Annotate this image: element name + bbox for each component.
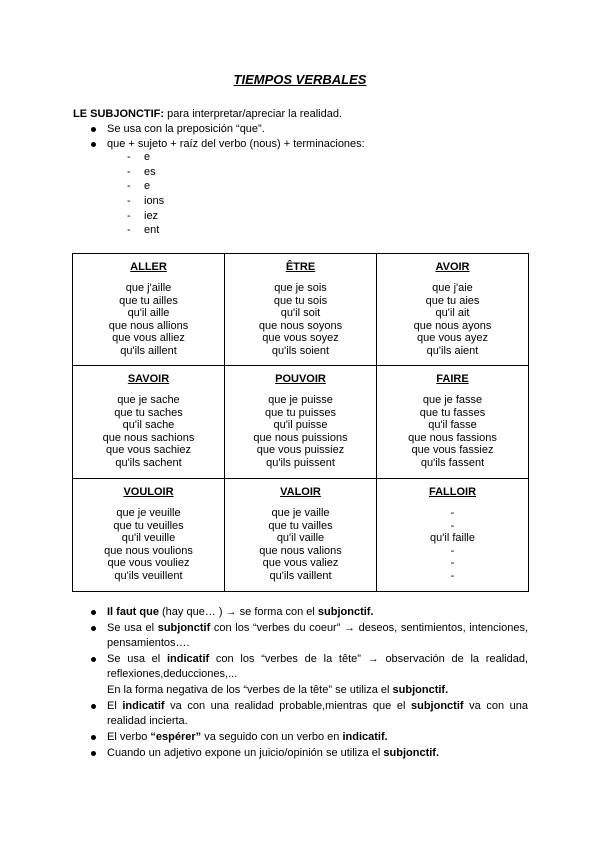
verb-forms xyxy=(225,394,376,469)
rule-item: Se usa con la preposición “que”. xyxy=(91,122,365,137)
verb-forms xyxy=(225,507,376,582)
verb-form: - xyxy=(450,569,455,582)
verb-cell-faire xyxy=(377,366,529,479)
verb-heading: ALLER xyxy=(130,261,167,273)
verb-forms xyxy=(225,282,376,357)
note-bold: subjonctif. xyxy=(392,684,449,696)
verb-form: qu'il soit xyxy=(280,307,321,319)
verb-heading: POUVOIR xyxy=(275,373,326,385)
verb-cell-pouvoir xyxy=(225,366,377,479)
ending-item: - es xyxy=(127,165,164,180)
note-bold: subjonctif xyxy=(411,700,464,712)
ending-item: - ent xyxy=(127,223,164,238)
table-row xyxy=(73,366,529,479)
verb-forms xyxy=(73,282,224,357)
verb-form: - xyxy=(450,507,455,519)
verb-form: - xyxy=(450,557,455,569)
verb-form: que je vaille xyxy=(271,507,330,519)
note-text: va con una realidad incierta. xyxy=(107,700,529,727)
verb-cell-valoir xyxy=(225,479,377,592)
note-bold: indicatif xyxy=(122,700,165,712)
verb-form: que nous voulions xyxy=(104,544,193,557)
verb-form: que je sois xyxy=(274,282,327,294)
note-item xyxy=(91,621,528,651)
verb-form: qu'il vaille xyxy=(276,532,325,544)
subjonctif-rules-list xyxy=(91,122,365,152)
verb-form: qu'ils aillent xyxy=(120,344,177,357)
verb-form: que nous puissions xyxy=(253,431,348,444)
note-item xyxy=(91,699,528,729)
note-text: va seguido con un verbo en xyxy=(201,731,343,743)
verb-form: - xyxy=(450,519,455,532)
note-bold: subjonctif xyxy=(157,622,211,634)
conjugation-table xyxy=(72,253,529,592)
verb-form: que vous alliez xyxy=(112,332,185,344)
verb-form: que vous ayez xyxy=(417,332,488,344)
note-item xyxy=(91,652,528,682)
verb-form: que vous sachiez xyxy=(106,444,191,456)
note-text: Se usa el xyxy=(107,653,167,665)
verb-form: qu'ils vaillent xyxy=(269,569,332,582)
verb-form: que tu saches xyxy=(114,406,183,419)
note-text: Cuando un adjetivo expone un juicio/opinión se utiliza el xyxy=(107,747,384,759)
note-bold: subjonctif. xyxy=(317,606,374,618)
ending-item: - e xyxy=(127,179,164,194)
note-item xyxy=(91,746,528,761)
note-item xyxy=(91,730,528,745)
note-text: con los “verbes du coeur” → deseos, sentimientos, intenciones, pensamientos…. xyxy=(107,622,529,649)
verb-form: qu'ils soient xyxy=(271,344,330,357)
verb-form: qu'ils puissent xyxy=(266,456,335,469)
note-text: Se usa el xyxy=(107,622,158,634)
verb-cell-aller xyxy=(73,254,225,366)
verb-form: que j'aie xyxy=(432,282,473,294)
note-text: El xyxy=(107,700,123,712)
verb-form: que tu fasses xyxy=(419,406,486,419)
verb-form: qu'il sache xyxy=(122,419,175,431)
verb-form: qu'il faille xyxy=(430,532,475,544)
verb-cell-savoir xyxy=(73,366,225,479)
verb-form: que vous soyez xyxy=(262,332,339,344)
note-text: En la forma negativa de los “verbes de la tête” se utiliza el xyxy=(107,684,393,696)
verb-form: que je puisse xyxy=(268,394,333,406)
ending-item: - iez xyxy=(127,209,164,224)
verb-form: qu'ils veuillent xyxy=(114,569,183,582)
verb-form: - xyxy=(450,544,455,557)
verb-heading: ÊTRE xyxy=(285,261,316,273)
verb-form: que je veuille xyxy=(116,507,181,519)
verb-heading: FAIRE xyxy=(436,373,469,385)
verb-form: que tu sois xyxy=(273,294,328,307)
verb-form: que je fasse xyxy=(422,394,483,406)
verb-form: que je sache xyxy=(117,394,180,406)
verb-form: que nous fassions xyxy=(408,431,497,444)
verb-form: que tu vailles xyxy=(268,519,333,532)
verb-form: qu'il fasse xyxy=(428,419,477,431)
verb-form: que nous ayons xyxy=(413,319,492,332)
note-item xyxy=(91,683,528,698)
note-bold: subjonctif. xyxy=(383,747,440,759)
verb-form: que vous vouliez xyxy=(107,557,190,569)
verb-forms xyxy=(73,507,224,582)
page-title: TIEMPOS VERBALES xyxy=(233,72,367,87)
note-bold: Il faut que xyxy=(107,606,159,618)
verb-heading: AVOIR xyxy=(435,261,470,273)
verb-form: que vous puissiez xyxy=(256,444,345,456)
verb-cell-vouloir xyxy=(73,479,225,592)
verb-form: que tu veuilles xyxy=(113,519,184,532)
verb-heading: VOULOIR xyxy=(123,486,174,498)
usage-notes-list xyxy=(91,605,528,762)
verb-forms xyxy=(377,507,528,582)
verb-form: que tu puisses xyxy=(265,406,336,419)
verb-form: que j'aille xyxy=(125,282,172,294)
note-bold: indicatif xyxy=(167,653,210,665)
verb-form: qu'il ait xyxy=(435,307,470,319)
verb-forms xyxy=(377,282,528,357)
note-bold: indicatif. xyxy=(342,731,388,743)
verb-form: qu'il aille xyxy=(127,307,170,319)
endings-list xyxy=(127,150,164,238)
note-item xyxy=(91,605,528,620)
verb-form: qu'ils sachent xyxy=(115,456,182,469)
verb-form: que nous allions xyxy=(108,319,189,332)
verb-form: que nous soyons xyxy=(258,319,343,332)
verb-forms xyxy=(377,394,528,469)
intro-line xyxy=(73,107,342,121)
verb-heading: VALOIR xyxy=(280,486,321,498)
rule-item: que + sujeto + raíz del verbo (nous) + terminaciones: xyxy=(91,137,365,152)
table-row xyxy=(73,254,529,366)
note-bold: “espérer” xyxy=(150,731,202,743)
verb-heading: SAVOIR xyxy=(127,373,170,385)
intro-text: para interpretar/apreciar la realidad. xyxy=(164,108,342,120)
intro-label: LE SUBJONCTIF: xyxy=(73,108,165,120)
verb-form: que nous valions xyxy=(259,544,342,557)
verb-form: que tu aies xyxy=(425,294,480,307)
verb-forms xyxy=(73,394,224,469)
verb-form: qu'ils aient xyxy=(426,344,479,357)
note-text: con los “verbes de la tête” → observación de la realidad, reflexiones,deducciones,... xyxy=(107,653,528,680)
ending-item: - ions xyxy=(127,194,164,209)
verb-form: que tu ailles xyxy=(119,294,178,307)
note-text: El verbo xyxy=(107,731,151,743)
verb-cell-avoir xyxy=(377,254,529,366)
note-text: va con una realidad probable,mientras que el xyxy=(164,700,411,712)
table-row xyxy=(73,479,529,592)
verb-form: qu'ils fassent xyxy=(420,456,485,469)
verb-form: que vous valiez xyxy=(262,557,339,569)
verb-form: que vous fassiez xyxy=(411,444,494,456)
verb-cell-falloir xyxy=(377,479,529,592)
verb-form: qu'il veuille xyxy=(121,532,176,544)
verb-heading: FALLOIR xyxy=(428,486,477,498)
ending-item: - e xyxy=(127,150,164,165)
verb-form: qu'il puisse xyxy=(273,419,328,431)
note-text: (hay que… ) → se forma con el xyxy=(158,606,318,618)
verb-form: que nous sachions xyxy=(102,431,195,444)
verb-cell-etre xyxy=(225,254,377,366)
